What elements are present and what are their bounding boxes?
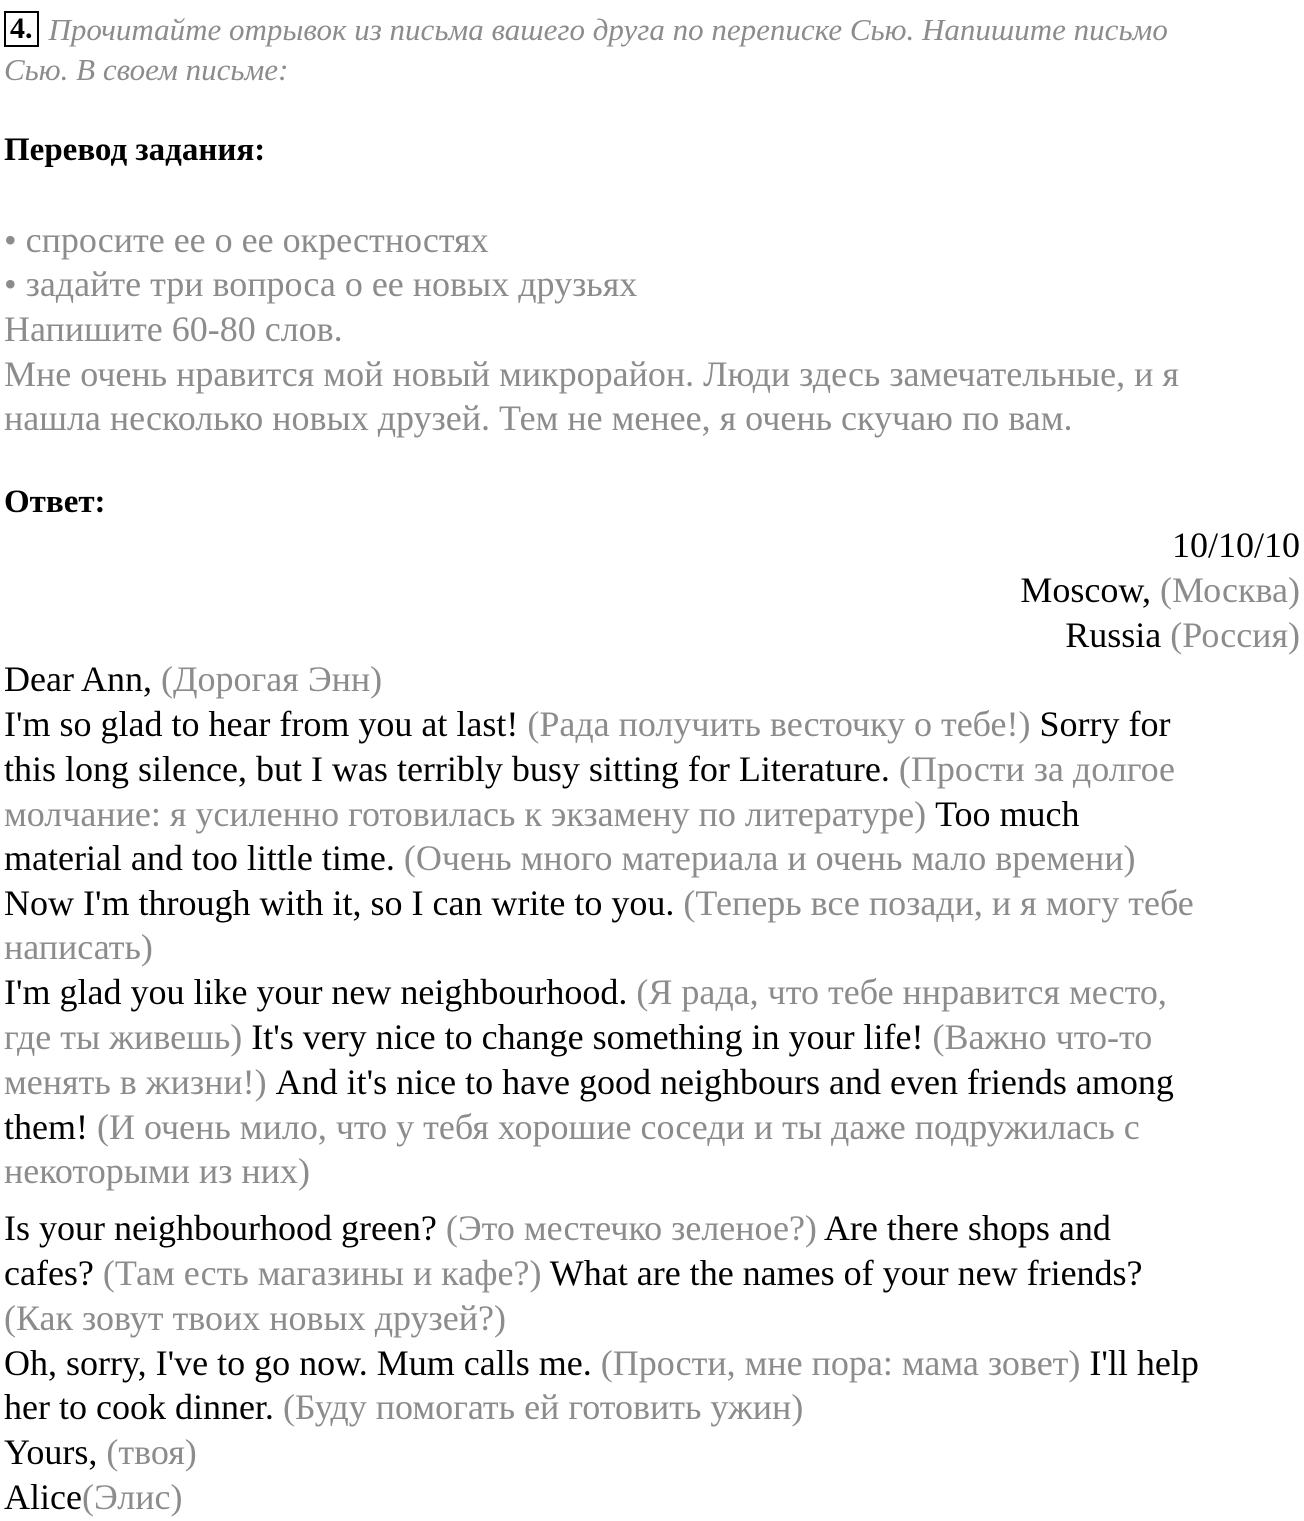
paragraph-1-line-3: молчание: я усиленно готовилась к экзамену по литературе) Too much: [4, 794, 1080, 834]
answer-heading: Ответ:: [4, 484, 106, 520]
paragraph-1-line-5: Now I'm through with it, so I can write to you. (Теперь все позади, и я могу тебе: [4, 883, 1194, 923]
task-instruction-line-2: Сью. В своем письме:: [4, 52, 289, 87]
paragraph-1-line-4: material and too little time. (Очень много материала и очень мало времени): [4, 838, 1136, 878]
letter-signature: Alice(Элис): [4, 1477, 183, 1517]
letter-greeting: Dear Ann, (Дорогая Энн): [4, 659, 383, 699]
task-instruction-line-1: [4, 8, 1300, 52]
paragraph-4-line-2: her to cook dinner. (Буду помогать ей готовить ужин): [4, 1387, 804, 1427]
paragraph-3-line-3: (Как зовут твоих новых друзей?): [4, 1298, 506, 1338]
paragraph-3-line-2: cafes? (Там есть магазины и кафе?) What are the names of your new friends?: [4, 1253, 1143, 1293]
paragraph-2-line-2: где ты живешь) It's very nice to change something in your life! (Важно что-то: [4, 1017, 1153, 1057]
paragraph-3-line-1: Is your neighbourhood green? (Это местечко зеленое?) Are there shops and: [4, 1208, 1111, 1248]
paragraph-2-line-4: them! (И очень мило, что у тебя хорошие соседи и ты даже подружилась с: [4, 1107, 1140, 1147]
letter-country: Russia (Россия): [1065, 615, 1300, 655]
paragraph-1-line-1: I'm so glad to hear from you at last! (Рада получить весточку о тебе!) Sorry for: [4, 704, 1171, 744]
translation-excerpt-line-2: нашла несколько новых друзей. Тем не менее, я очень скучаю по вам.: [4, 398, 1073, 438]
paragraph-2-line-5: некоторыми из них): [4, 1151, 310, 1191]
paragraph-1-line-6: написать): [4, 927, 153, 967]
paragraph-2-line-1: I'm glad you like your new neighbourhood. (Я рада, что тебе ннравится место,: [4, 972, 1167, 1012]
translation-bullet-1: • спросите ее о ее окрестностях: [4, 220, 489, 260]
paragraph-4-line-1: Oh, sorry, I've to go now. Mum calls me. (Прости, мне пора: мама зовет) I'll help: [4, 1343, 1199, 1383]
translation-heading: Перевод задания:: [4, 132, 266, 168]
letter-date: 10/10/10: [1171, 525, 1300, 565]
letter-city: Moscow, (Москва): [1020, 570, 1300, 610]
paragraph-2-line-3: менять в жизни!) And it's nice to have good neighbours and even friends among: [4, 1062, 1174, 1102]
paragraph-1-line-2: this long silence, but I was terribly busy sitting for Literature. (Прости за долгое: [4, 749, 1175, 789]
translation-word-count: Напишите 60-80 слов.: [4, 309, 343, 349]
translation-bullet-2: • задайте три вопроса о ее новых друзьях: [4, 264, 638, 304]
translation-excerpt-line-1: Мне очень нравится мой новый микрорайон. Люди здесь замечательные, и я: [4, 354, 1179, 394]
task-instruction-text-1: Прочитайте отрывок из письма вашего друга по переписке Сью. Напишите письмо: [48, 12, 1168, 47]
letter-closing: Yours, (твоя): [4, 1432, 197, 1472]
task-number-box: 4.: [4, 11, 39, 47]
